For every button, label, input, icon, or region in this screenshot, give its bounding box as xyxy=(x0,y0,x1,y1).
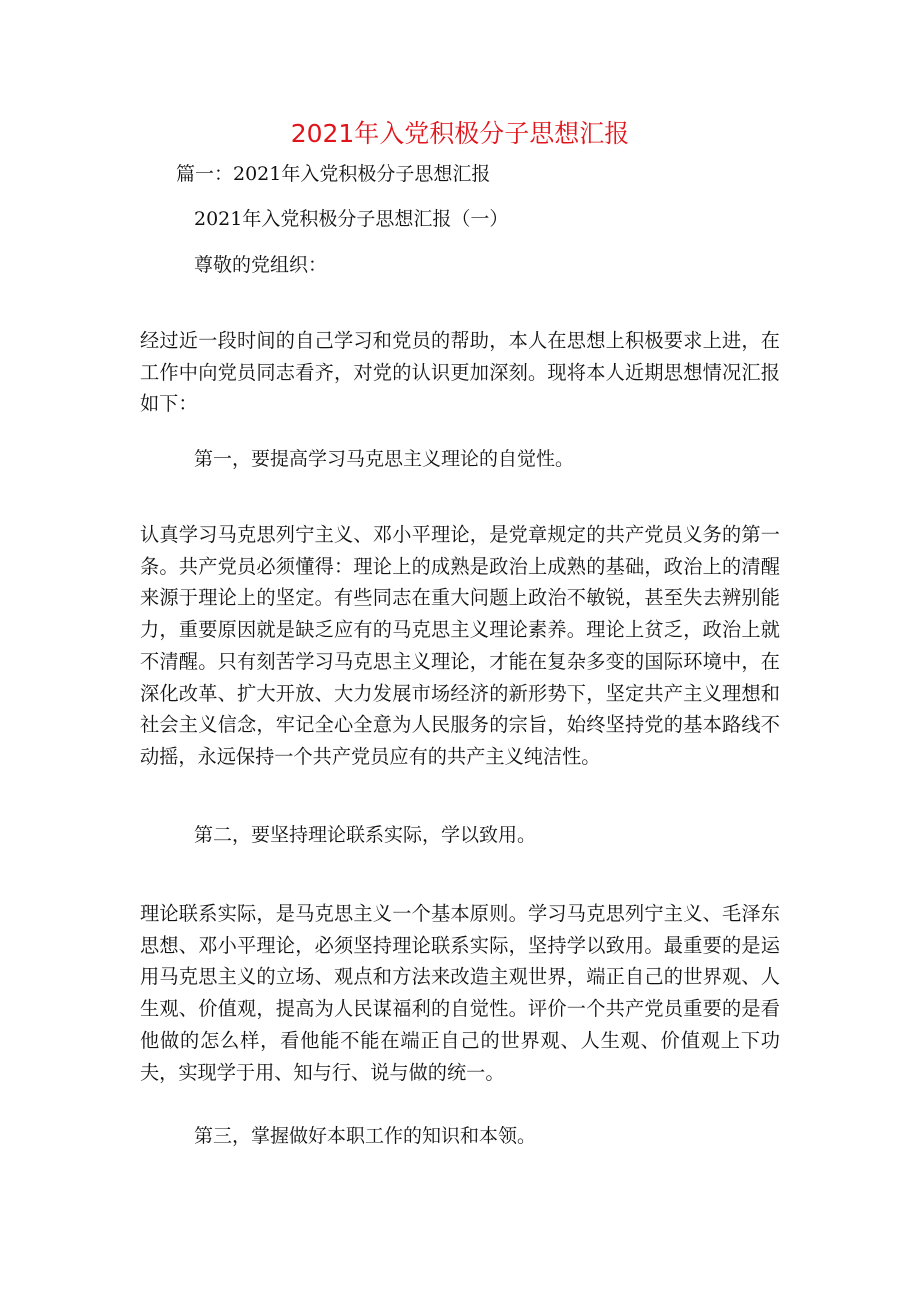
section-label: 篇一：2021年入党积极分子思想汇报 xyxy=(176,163,491,185)
sub-title: 2021年入党积极分子思想汇报（一） xyxy=(194,208,509,230)
document-title: 2021年入党积极分子思想汇报 xyxy=(290,119,630,148)
point3-heading: 第三，掌握做好本职工作的知识和本领。 xyxy=(194,1125,537,1147)
point1-paragraph: 认真学习马克思列宁主义、邓小平理论，是党章规定的共产党员义务的第一条。共产党员必须懂得：理论上的成熟是政治上成熟的基础，政治上的清醒来源于理论上的坚定。有些同志在重大问题上政治不敏锐，甚至失去辨别能力，重要原因就是缺乏应有的马克思主义理论素养。理论上贫乏，政治上就不清醒。只有刻苦学习马克思主义理论，才能在复杂多变的国际环境中，在深化改革、扩大开放、大力发展市场经济的新形势下，坚定共产主义理想和社会主义信念，牢记全心全意为人民服务的宗旨，始终坚持党的基本路线不动摇，永远保持一个共产党员应有的共产主义纯洁性。 xyxy=(140,523,780,768)
salutation: 尊敬的党组织： xyxy=(194,254,328,276)
intro-paragraph: 经过近一段时间的自己学习和党员的帮助，本人在思想上积极要求上进，在工作中向党员同志看齐，对党的认识更加深刻。现将本人近期思想情况汇报如下： xyxy=(140,329,780,416)
point1-heading: 第一，要提高学习马克思主义理论的自觉性。 xyxy=(194,448,575,470)
point2-paragraph: 理论联系实际，是马克思主义一个基本原则。学习马克思列宁主义、毛泽东思想、邓小平理论，必须坚持理论联系实际，坚持学以致用。最重要的是运用马克思主义的立场、观点和方法来改造主观世界，端正自己的世界观、人生观、价值观，提高为人民谋福利的自觉性。评价一个共产党员重要的是看他做的怎么样，看他能不能在端正自己的世界观、人生观、价值观上下功夫，实现学于用、知与行、说与做的统一。 xyxy=(140,902,780,1084)
point2-heading: 第二，要坚持理论联系实际，学以致用。 xyxy=(194,824,537,846)
